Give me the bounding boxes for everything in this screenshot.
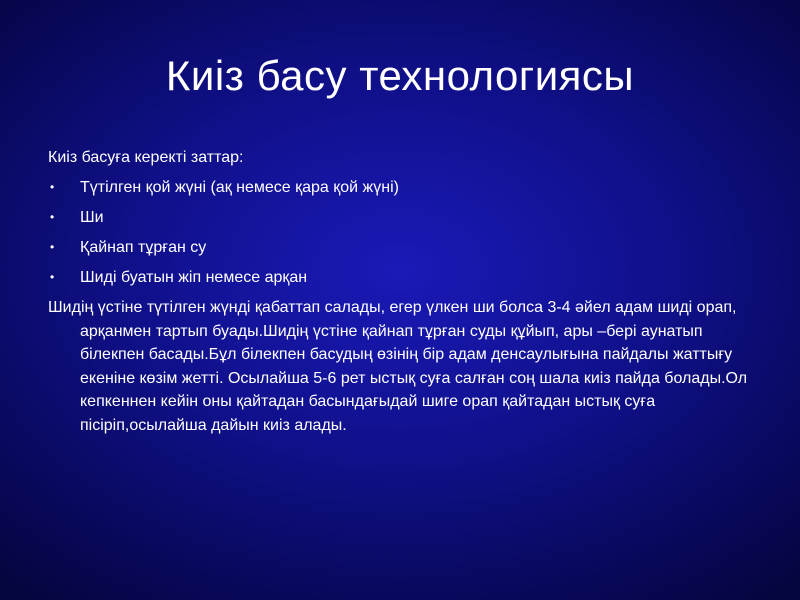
bullet-item — [48, 206, 768, 230]
bullet-dot-icon: • — [50, 240, 55, 254]
intro-text: Киіз басуға керекті заттар: — [48, 149, 244, 166]
bullet-item — [48, 266, 768, 290]
bullet-item — [48, 236, 768, 260]
bullet-dot-icon: • — [50, 270, 55, 284]
bullet-text: Қайнап тұрған су — [80, 239, 207, 256]
bullet-list — [48, 176, 768, 290]
bullet-text: Шиді буатын жіп немесе арқан — [80, 269, 308, 286]
bullet-text: Түтілген қой жүні (ақ немесе қара қой жүні) — [80, 179, 399, 196]
bullet-dot-icon: • — [50, 180, 55, 194]
bullet-text: Ши — [80, 209, 104, 226]
bullet-item — [48, 176, 768, 200]
slide-body — [48, 146, 768, 437]
bullet-dot-icon: • — [50, 210, 55, 224]
description-paragraph: Шидің үстіне түтілген жүнді қабаттап салады, егер үлкен ши болса 3-4 әйел адам шиді орап, арқанмен тартып буады.Шидің үстіне қайнап тұрған суды құйып, ары –бері аунатып білекпен басады.Бұл білекпен басудың өзінің бір адам денсаулығына пайдалы жаттығу екеніне көзім жетті. Осылайша 5-6 рет ыстық суға салған соң шала киіз пайда болады.Ол кепкеннен кейін оны қайтадан басындағыдай шиге орап қайтадан ыстық суға пісіріп,осылайша дайын киіз алады. — [48, 299, 748, 434]
slide-title: Киіз басу технологиясы — [165, 52, 635, 99]
